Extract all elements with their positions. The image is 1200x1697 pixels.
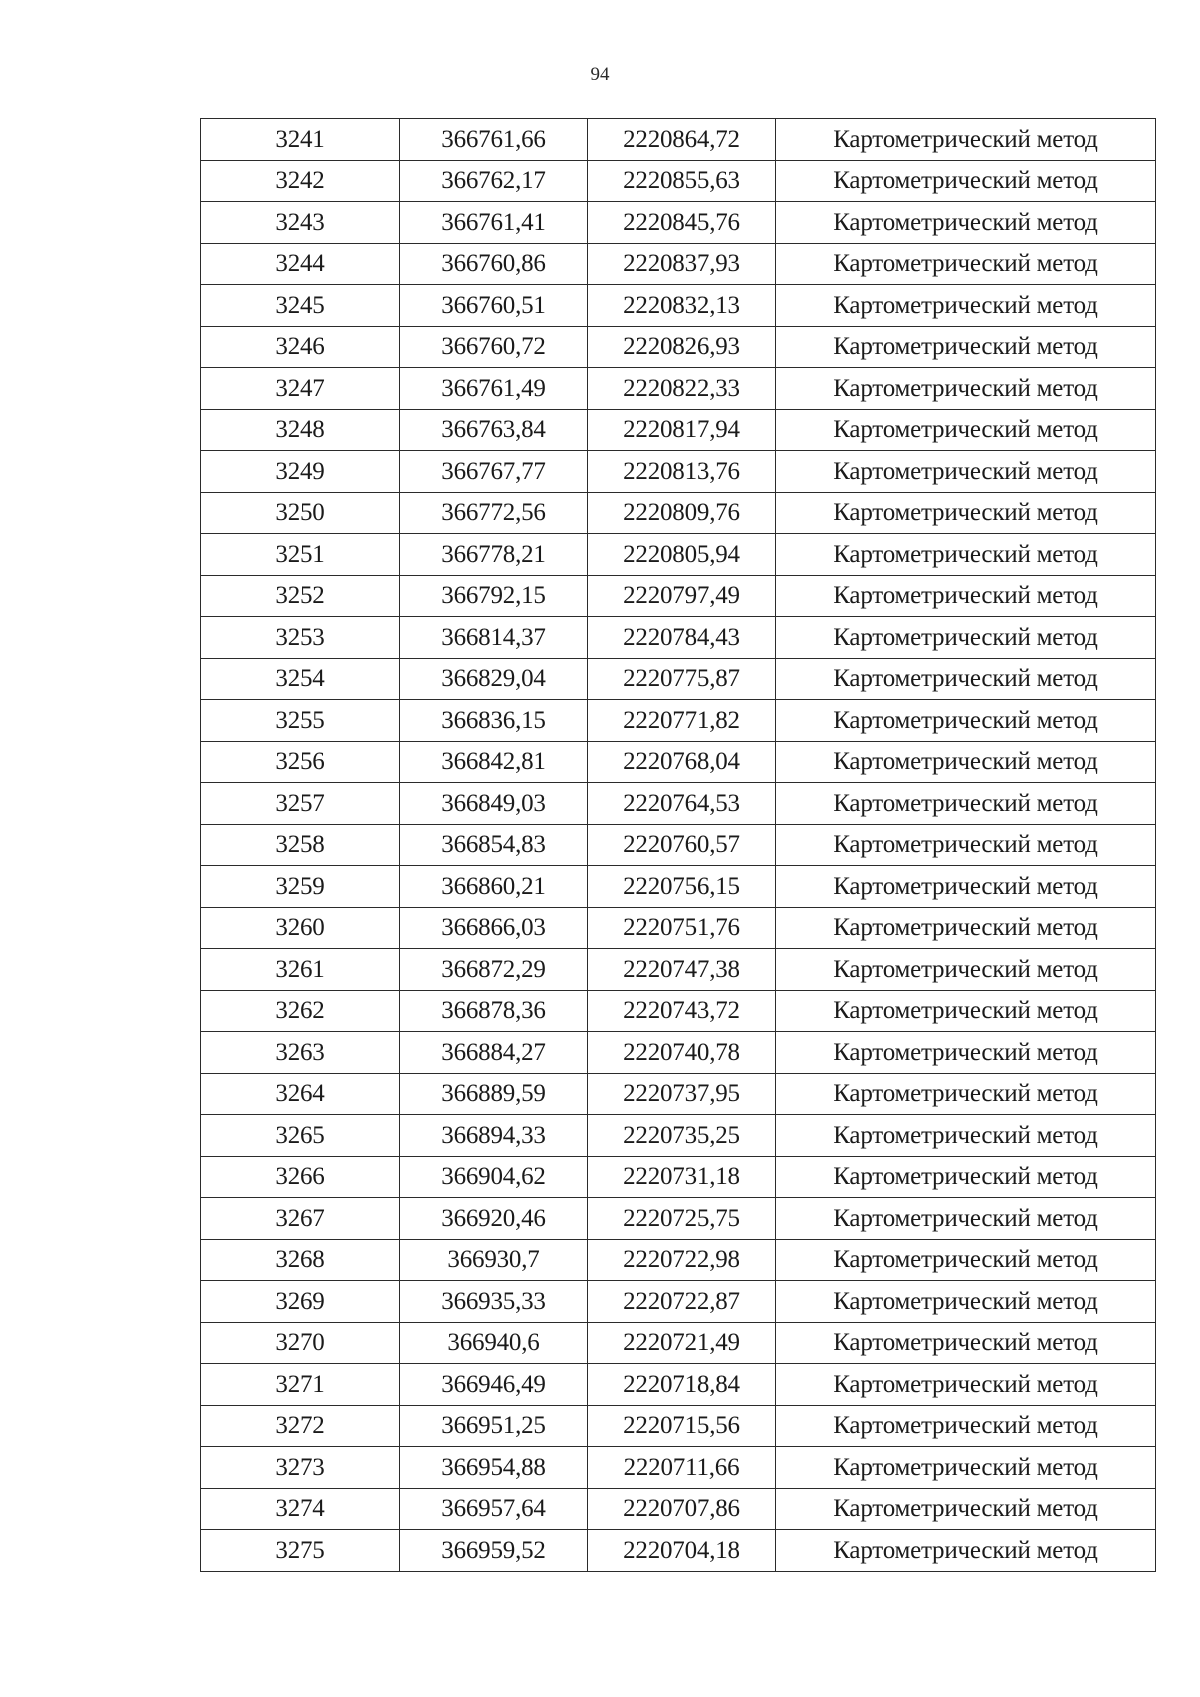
method-cell: Картометрический метод xyxy=(776,492,1156,534)
table-row xyxy=(201,617,1156,659)
y-coordinate-cell: 2220756,15 xyxy=(588,866,776,908)
table-row xyxy=(201,824,1156,866)
x-coordinate-cell: 366829,04 xyxy=(400,658,588,700)
y-coordinate-cell: 2220768,04 xyxy=(588,741,776,783)
table-row xyxy=(201,409,1156,451)
point-number-cell: 3257 xyxy=(201,783,400,825)
y-coordinate-cell: 2220735,25 xyxy=(588,1115,776,1157)
table-row xyxy=(201,1156,1156,1198)
y-coordinate-cell: 2220731,18 xyxy=(588,1156,776,1198)
point-number-cell: 3252 xyxy=(201,575,400,617)
point-number-cell: 3243 xyxy=(201,202,400,244)
method-cell: Картометрический метод xyxy=(776,285,1156,327)
table-row xyxy=(201,1198,1156,1240)
table-row xyxy=(201,243,1156,285)
point-number-cell: 3258 xyxy=(201,824,400,866)
table-row xyxy=(201,534,1156,576)
table-row xyxy=(201,326,1156,368)
x-coordinate-cell: 366878,36 xyxy=(400,990,588,1032)
table-row xyxy=(201,202,1156,244)
point-number-cell: 3256 xyxy=(201,741,400,783)
point-number-cell: 3272 xyxy=(201,1405,400,1447)
y-coordinate-cell: 2220826,93 xyxy=(588,326,776,368)
x-coordinate-cell: 366884,27 xyxy=(400,1032,588,1074)
x-coordinate-cell: 366814,37 xyxy=(400,617,588,659)
table-row xyxy=(201,575,1156,617)
x-coordinate-cell: 366860,21 xyxy=(400,866,588,908)
x-coordinate-cell: 366849,03 xyxy=(400,783,588,825)
table-row xyxy=(201,368,1156,410)
method-cell: Картометрический метод xyxy=(776,1364,1156,1406)
y-coordinate-cell: 2220718,84 xyxy=(588,1364,776,1406)
x-coordinate-cell: 366760,51 xyxy=(400,285,588,327)
method-cell: Картометрический метод xyxy=(776,1322,1156,1364)
method-cell: Картометрический метод xyxy=(776,907,1156,949)
y-coordinate-cell: 2220721,49 xyxy=(588,1322,776,1364)
point-number-cell: 3263 xyxy=(201,1032,400,1074)
y-coordinate-cell: 2220737,95 xyxy=(588,1073,776,1115)
y-coordinate-cell: 2220775,87 xyxy=(588,658,776,700)
coordinates-table xyxy=(200,118,1156,1572)
y-coordinate-cell: 2220832,13 xyxy=(588,285,776,327)
x-coordinate-cell: 366767,77 xyxy=(400,451,588,493)
table-row xyxy=(201,907,1156,949)
x-coordinate-cell: 366762,17 xyxy=(400,160,588,202)
table-row xyxy=(201,1239,1156,1281)
point-number-cell: 3260 xyxy=(201,907,400,949)
y-coordinate-cell: 2220817,94 xyxy=(588,409,776,451)
point-number-cell: 3267 xyxy=(201,1198,400,1240)
table-row xyxy=(201,1488,1156,1530)
x-coordinate-cell: 366772,56 xyxy=(400,492,588,534)
table-row xyxy=(201,1405,1156,1447)
method-cell: Картометрический метод xyxy=(776,368,1156,410)
point-number-cell: 3241 xyxy=(201,119,400,161)
x-coordinate-cell: 366889,59 xyxy=(400,1073,588,1115)
table-row xyxy=(201,492,1156,534)
y-coordinate-cell: 2220707,86 xyxy=(588,1488,776,1530)
point-number-cell: 3266 xyxy=(201,1156,400,1198)
method-cell: Картометрический метод xyxy=(776,202,1156,244)
y-coordinate-cell: 2220797,49 xyxy=(588,575,776,617)
x-coordinate-cell: 366894,33 xyxy=(400,1115,588,1157)
table-row xyxy=(201,1073,1156,1115)
x-coordinate-cell: 366760,72 xyxy=(400,326,588,368)
y-coordinate-cell: 2220722,98 xyxy=(588,1239,776,1281)
point-number-cell: 3271 xyxy=(201,1364,400,1406)
method-cell: Картометрический метод xyxy=(776,243,1156,285)
y-coordinate-cell: 2220722,87 xyxy=(588,1281,776,1323)
y-coordinate-cell: 2220864,72 xyxy=(588,119,776,161)
x-coordinate-cell: 366954,88 xyxy=(400,1447,588,1489)
method-cell: Картометрический метод xyxy=(776,409,1156,451)
method-cell: Картометрический метод xyxy=(776,824,1156,866)
x-coordinate-cell: 366935,33 xyxy=(400,1281,588,1323)
method-cell: Картометрический метод xyxy=(776,741,1156,783)
point-number-cell: 3265 xyxy=(201,1115,400,1157)
y-coordinate-cell: 2220711,66 xyxy=(588,1447,776,1489)
table-row xyxy=(201,658,1156,700)
method-cell: Картометрический метод xyxy=(776,1073,1156,1115)
y-coordinate-cell: 2220743,72 xyxy=(588,990,776,1032)
method-cell: Картометрический метод xyxy=(776,990,1156,1032)
x-coordinate-cell: 366957,64 xyxy=(400,1488,588,1530)
table-row xyxy=(201,949,1156,991)
table-row xyxy=(201,1364,1156,1406)
x-coordinate-cell: 366792,15 xyxy=(400,575,588,617)
x-coordinate-cell: 366904,62 xyxy=(400,1156,588,1198)
method-cell: Картометрический метод xyxy=(776,1530,1156,1572)
method-cell: Картометрический метод xyxy=(776,1281,1156,1323)
x-coordinate-cell: 366946,49 xyxy=(400,1364,588,1406)
y-coordinate-cell: 2220704,18 xyxy=(588,1530,776,1572)
y-coordinate-cell: 2220784,43 xyxy=(588,617,776,659)
y-coordinate-cell: 2220805,94 xyxy=(588,534,776,576)
method-cell: Картометрический метод xyxy=(776,866,1156,908)
y-coordinate-cell: 2220837,93 xyxy=(588,243,776,285)
point-number-cell: 3261 xyxy=(201,949,400,991)
y-coordinate-cell: 2220740,78 xyxy=(588,1032,776,1074)
method-cell: Картометрический метод xyxy=(776,1115,1156,1157)
x-coordinate-cell: 366760,86 xyxy=(400,243,588,285)
x-coordinate-cell: 366842,81 xyxy=(400,741,588,783)
x-coordinate-cell: 366854,83 xyxy=(400,824,588,866)
x-coordinate-cell: 366761,66 xyxy=(400,119,588,161)
point-number-cell: 3268 xyxy=(201,1239,400,1281)
method-cell: Картометрический метод xyxy=(776,1032,1156,1074)
point-number-cell: 3248 xyxy=(201,409,400,451)
coordinates-table-body xyxy=(201,119,1156,1572)
x-coordinate-cell: 366920,46 xyxy=(400,1198,588,1240)
point-number-cell: 3246 xyxy=(201,326,400,368)
y-coordinate-cell: 2220760,57 xyxy=(588,824,776,866)
table-row xyxy=(201,783,1156,825)
x-coordinate-cell: 366872,29 xyxy=(400,949,588,991)
table-row xyxy=(201,1032,1156,1074)
point-number-cell: 3249 xyxy=(201,451,400,493)
x-coordinate-cell: 366951,25 xyxy=(400,1405,588,1447)
point-number-cell: 3247 xyxy=(201,368,400,410)
point-number-cell: 3244 xyxy=(201,243,400,285)
y-coordinate-cell: 2220747,38 xyxy=(588,949,776,991)
table-row xyxy=(201,741,1156,783)
y-coordinate-cell: 2220771,82 xyxy=(588,700,776,742)
method-cell: Картометрический метод xyxy=(776,617,1156,659)
method-cell: Картометрический метод xyxy=(776,1156,1156,1198)
method-cell: Картометрический метод xyxy=(776,326,1156,368)
x-coordinate-cell: 366866,03 xyxy=(400,907,588,949)
point-number-cell: 3255 xyxy=(201,700,400,742)
table-row xyxy=(201,119,1156,161)
point-number-cell: 3254 xyxy=(201,658,400,700)
x-coordinate-cell: 366940,6 xyxy=(400,1322,588,1364)
method-cell: Картометрический метод xyxy=(776,119,1156,161)
y-coordinate-cell: 2220845,76 xyxy=(588,202,776,244)
point-number-cell: 3264 xyxy=(201,1073,400,1115)
method-cell: Картометрический метод xyxy=(776,700,1156,742)
method-cell: Картометрический метод xyxy=(776,1405,1156,1447)
point-number-cell: 3259 xyxy=(201,866,400,908)
table-row xyxy=(201,1447,1156,1489)
method-cell: Картометрический метод xyxy=(776,1488,1156,1530)
x-coordinate-cell: 366930,7 xyxy=(400,1239,588,1281)
x-coordinate-cell: 366778,21 xyxy=(400,534,588,576)
point-number-cell: 3275 xyxy=(201,1530,400,1572)
point-number-cell: 3269 xyxy=(201,1281,400,1323)
method-cell: Картометрический метод xyxy=(776,451,1156,493)
point-number-cell: 3270 xyxy=(201,1322,400,1364)
y-coordinate-cell: 2220715,56 xyxy=(588,1405,776,1447)
method-cell: Картометрический метод xyxy=(776,658,1156,700)
point-number-cell: 3274 xyxy=(201,1488,400,1530)
table-row xyxy=(201,1530,1156,1572)
y-coordinate-cell: 2220809,76 xyxy=(588,492,776,534)
method-cell: Картометрический метод xyxy=(776,1239,1156,1281)
table-row xyxy=(201,1281,1156,1323)
point-number-cell: 3250 xyxy=(201,492,400,534)
x-coordinate-cell: 366836,15 xyxy=(400,700,588,742)
table-row xyxy=(201,1322,1156,1364)
page-number: 94 xyxy=(590,64,610,85)
y-coordinate-cell: 2220822,33 xyxy=(588,368,776,410)
x-coordinate-cell: 366761,41 xyxy=(400,202,588,244)
y-coordinate-cell: 2220813,76 xyxy=(588,451,776,493)
table-row xyxy=(201,285,1156,327)
point-number-cell: 3251 xyxy=(201,534,400,576)
method-cell: Картометрический метод xyxy=(776,160,1156,202)
point-number-cell: 3245 xyxy=(201,285,400,327)
method-cell: Картометрический метод xyxy=(776,783,1156,825)
table-row xyxy=(201,866,1156,908)
x-coordinate-cell: 366959,52 xyxy=(400,1530,588,1572)
y-coordinate-cell: 2220764,53 xyxy=(588,783,776,825)
x-coordinate-cell: 366763,84 xyxy=(400,409,588,451)
point-number-cell: 3253 xyxy=(201,617,400,659)
x-coordinate-cell: 366761,49 xyxy=(400,368,588,410)
table-row xyxy=(201,160,1156,202)
method-cell: Картометрический метод xyxy=(776,534,1156,576)
table-row xyxy=(201,700,1156,742)
table-row xyxy=(201,451,1156,493)
method-cell: Картометрический метод xyxy=(776,949,1156,991)
y-coordinate-cell: 2220751,76 xyxy=(588,907,776,949)
y-coordinate-cell: 2220855,63 xyxy=(588,160,776,202)
y-coordinate-cell: 2220725,75 xyxy=(588,1198,776,1240)
method-cell: Картометрический метод xyxy=(776,1198,1156,1240)
point-number-cell: 3273 xyxy=(201,1447,400,1489)
table-row xyxy=(201,990,1156,1032)
table-row xyxy=(201,1115,1156,1157)
point-number-cell: 3242 xyxy=(201,160,400,202)
method-cell: Картометрический метод xyxy=(776,1447,1156,1489)
point-number-cell: 3262 xyxy=(201,990,400,1032)
method-cell: Картометрический метод xyxy=(776,575,1156,617)
